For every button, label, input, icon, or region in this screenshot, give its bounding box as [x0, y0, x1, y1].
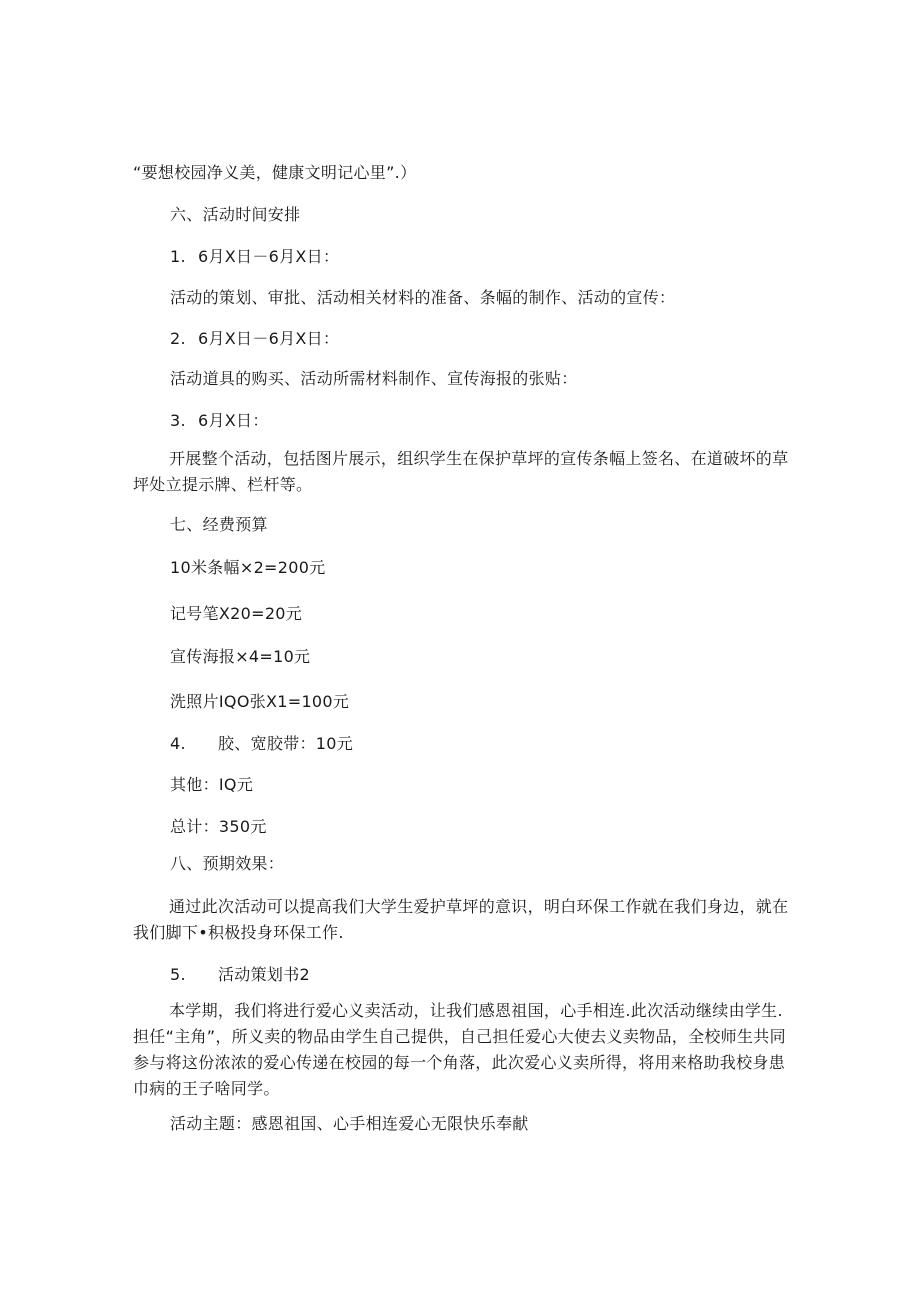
- schedule-item-2-desc: 活动道具的购买、活动所需材料制作、宣传海报的张贴：: [170, 369, 578, 388]
- budget-item-other: 其他：IQ元: [170, 775, 254, 794]
- section-8-title: 八、预期效果：: [170, 854, 285, 873]
- plan-2-heading: [170, 965, 310, 985]
- budget-total: 总计：350元: [170, 817, 267, 836]
- budget-item-posters: 宣传海报×4=10元: [170, 647, 311, 666]
- plan-2-title: 活动策划书2: [218, 965, 310, 984]
- schedule-item-3-desc: 开展整个活动，包括图片展示，组织学生在保护草坪的宣传条幅上签名、在道破坏的草坪处立提示牌、栏杆等。: [133, 449, 789, 494]
- list-number: 4.: [170, 734, 186, 753]
- plan-2-theme: 活动主题：感恩祖国、心手相连爱心无限快乐奉献: [170, 1114, 529, 1133]
- budget-item-banner: 10米条幅×2=200元: [170, 558, 326, 577]
- date-range: 6月X日－6月X日：: [198, 247, 340, 266]
- budget-item-tape: [170, 734, 353, 754]
- section-6-title: 六、活动时间安排: [170, 205, 301, 224]
- schedule-item-1-desc: 活动的策划、审批、活动相关材料的准备、条幅的制作、活动的宣传：: [170, 288, 676, 307]
- budget-item-photos: 洗照片IQO张X1=100元: [170, 692, 350, 711]
- quote-line: “要想校园净义美，健康文明记心里”.）: [133, 163, 417, 182]
- list-number: 3.: [170, 411, 186, 430]
- budget-item-markers: 记号笔X20=20元: [170, 604, 303, 623]
- budget-item-tape-text: 胶、宽胶带：10元: [218, 734, 354, 753]
- list-number: 2.: [170, 329, 186, 348]
- schedule-item-2-date: [170, 329, 339, 349]
- schedule-item-1-date: [170, 247, 339, 267]
- date-range: 6月X日：: [198, 411, 269, 430]
- section-8-desc: 通过此次活动可以提高我们大学生爱护草坪的意识，明白环保工作就在我们身边，就在我们脚下•积极投身环保工作.: [133, 897, 789, 942]
- schedule-item-3-date: [170, 411, 269, 431]
- section-7-title: 七、经费预算: [170, 515, 268, 534]
- list-number: 1.: [170, 247, 186, 266]
- plan-2-desc: 本学期，我们将进行爱心义卖活动，让我们感恩祖国，心手相连.此次活动继续由学生.担任“主角”，所义卖的物品由学生自己提供，自己担任爱心大使去义卖物品，全校师生共同参与将这份浓浓的爱心传递在校园的每一个角落，此次爱心义卖所得，将用来格助我校身患巾病的王子啥同学。: [133, 1001, 786, 1098]
- list-number: 5.: [170, 965, 186, 984]
- date-range: 6月X日－6月X日：: [198, 329, 340, 348]
